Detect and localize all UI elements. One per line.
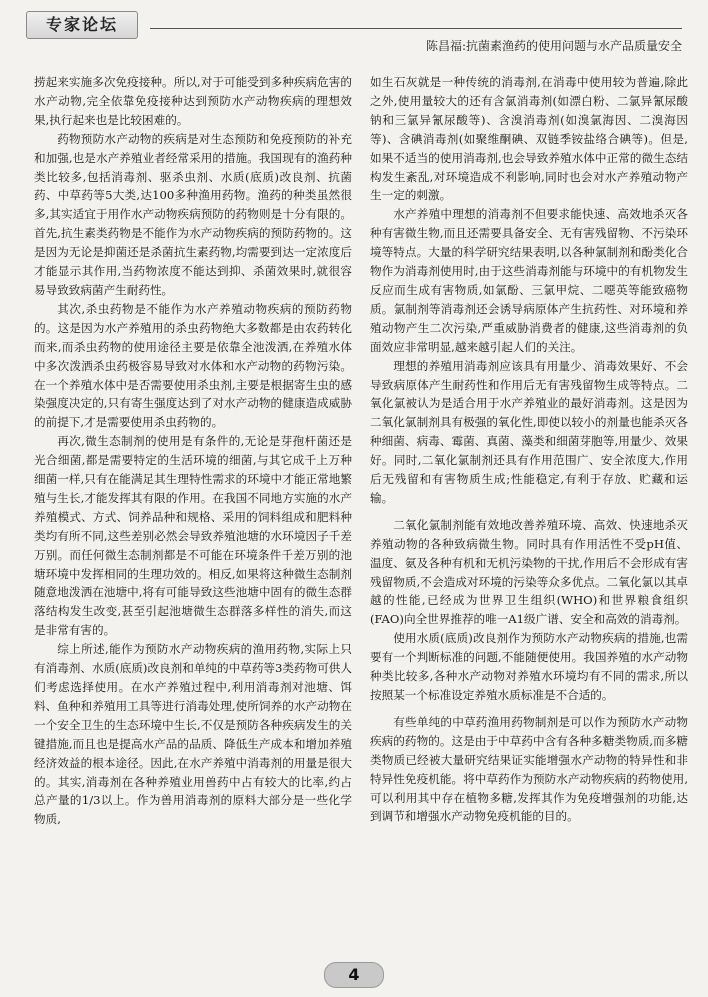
paragraph-gap	[370, 705, 688, 713]
section-badge: 专家论坛	[26, 11, 138, 39]
paragraph: 理想的养殖用消毒剂应该具有用量少、消毒效果好、不会导致病原体产生耐药性和作用后无有害残留物生成等特点。二氧化氯被认为是适合用于水产养殖业的最好消毒剂。这是因为二氧化氯制剂具有极强的氧化性,即使以较小的剂量也能杀灭各种细菌、病毒、霉菌、真菌、藻类和细菌芽胞等,用量少、效果好。同时,二氧化氯制剂还具有作用范围广、安全浓度大,作用后无残留和有害物质生成;性能稳定,有利于存放、贮藏和运输。	[370, 358, 688, 505]
header-rule	[150, 28, 682, 29]
left-column	[34, 73, 352, 953]
paragraph: 使用水质(底质)改良剂作为预防水产动物疾病的措施,也需要有一个判断标准的问题,不能随便使用。我国养殖的水产动物种类比较多,各种水产动物对养殖水环境均有不同的需求,所以按照某一个标准设定养殖水质标准是不合适的。	[370, 631, 688, 702]
paragraph: 如生石灰就是一种传统的消毒剂,在消毒中使用较为普遍,除此之外,使用量较大的还有含氯消毒剂(如漂白粉、二氯异氰尿酸钠和三氯异氰尿酸等)、含溴消毒剂(如溴氯海因、二溴海因等)、含碘消毒剂(如聚维酮碘、双链季铵盐络合碘等)。但是,如果不适当的使用消毒剂,也会导致养殖水体中正常的微生态结构发生紊乱,对环境造成不利影响,同时也会对水产养殖动物产生一定的刺激。	[370, 75, 688, 203]
paragraph: 药物预防水产动物的疾病是对生态预防和免疫预防的补充和加强,也是水产养殖业者经常采用的措施。我国现有的渔药种类比较多,包括消毒剂、驱杀虫剂、水质(底质)改良剂、抗菌药、中草药等5大类,达100多种渔用药物。渔药的种类虽然很多,其实适宜于用作水产动物疾病预防的药物则是十分有限的。首先,抗生素类药物是不能作为水产动物疾病的预防药物的。这是因为无论是抑菌还是杀菌抗生素药物,均需要到达一定浓度后才能显示其作用,当药物浓度不能达到抑、杀菌效果时,就很容易导致致病菌产生耐药性。	[34, 131, 352, 297]
running-title: 陈昌福:抗菌素渔药的使用问题与水产品质量安全	[425, 39, 682, 53]
right-column	[370, 73, 688, 953]
paragraph: 有些单纯的中草药渔用药物制剂是可以作为预防水产动物疾病的药物的。这是由于中草药中含有各种多糖类物质,而多糖类物质已经被大量研究结果证实能增强水产动物的特异性和非特异性免疫机能。将中草药作为预防水产动物疾病的药物使用,可以利用其中存在植物多糖,发挥其作为免疫增强剂的功能,达到调节和增强水产动物免疫机能的目的。	[370, 714, 688, 824]
paragraph: 其次,杀虫药物是不能作为水产养殖动物疾病的预防药物的。这是因为水产养殖用的杀虫药物绝大多数都是由农药转化而来,而杀虫药物的使用途径主要是依靠全池泼洒,在养殖水体中多次泼洒杀虫药极容易导致对水体和水产动物的药物污染。在一个养殖水体中是否需要使用杀虫剂,主要是根据寄生虫的感染强度决定的,只有寄生强度达到了对水产动物的健康造成威胁的前提下,才是需要使用杀虫药物的。	[34, 301, 352, 430]
paragraph: 二氧化氯制剂能有效地改善养殖环境、高效、快速地杀灭养殖动物的各种致病微生物。同时具有作用活性不受pH值、温度、氨及各种有机和无机污染物的干扰,作用后不会形成有害残留物质,不会造成对环境的污染等众多优点。二氧化氯以其卓越的性能,已经成为世界卫生组织(WHO)和世界粮食组织(FAO)向全世界推荐的唯一A1级广谱、安全和高效的消毒剂。	[370, 517, 688, 627]
paragraph-gap	[370, 508, 688, 516]
page-header	[0, 0, 708, 53]
paragraph: 综上所述,能作为预防水产动物疾病的渔用药物,实际上只有消毒剂、水质(底质)改良剂和单纯的中草药等3类药物可供人们考虑选择使用。在水产养殖过程中,利用消毒剂对池塘、饵料、鱼种和养殖用工具等进行消毒处理,使所饲养的水产动物在一个安全卫生的生态环境中生长,不仅是预防各种疾病发生的关键措施,而且也是提高水产品的品质、降低生产成本和增加养殖经济效益的根本途径。因此,在水产养殖中消毒剂的用量是很大的。其实,消毒剂在各种养殖业用兽药中占有较大的比率,约占总产量的1/3以上。作为兽用消毒剂的原料大部分是一些化学物质,	[34, 642, 352, 827]
paragraph: 水产养殖中理想的消毒剂不但要求能快速、高效地杀灭各种有害微生物,而且还需要具备安全、无有害残留物、不污染环境等特点。大量的科学研究结果表明,以各种氯制剂和酚类化合物作为消毒剂使用时,由于这些消毒剂能与环境中的有机物发生反应而生成有害物质,如氯酚、三氯甲烷、二噁英等能致癌物质。氯制剂等消毒剂还会诱导病原体产生抗药性、对环境和养殖动物产生二次污染,严重威胁消费者的健康,这些消毒剂的负面效应非常明显,越来越引起人们的关注。	[370, 207, 688, 354]
paragraph: 再次,微生态制剂的使用是有条件的,无论是芽孢杆菌还是光合细菌,都是需要特定的生活环境的细菌,与其它成千上万种细菌一样,只有在能满足其生理特性需求的环境中才能正常地繁殖与生长,才能发挥其有限的作用。在我国不同地方实施的水产养殖模式、方式、饲养品种和规格、采用的饲料组成和肥料种类均有所不同,这些差别必然会导致养殖池塘的水环境因子千差万别。而任何微生态制剂都是不可能在环境条件千差万别的池塘环境中发挥相同的生理功效的。相反,如果将这种微生态制剂随意地泼洒在池塘中,将有可能导致这些池塘中固有的微生态群落结构发生改变,甚至引起池塘微生态群落多样性的消失,而这是非常有害的。	[34, 434, 352, 638]
paragraph: 捞起来实施多次免疫接种。所以,对于可能受到多种疾病危害的水产动物,完全依靠免疫接种达到预防水产动物疾病的理想效果,执行起来也是比较困难的。	[34, 75, 352, 127]
page-number: 4	[324, 962, 384, 988]
